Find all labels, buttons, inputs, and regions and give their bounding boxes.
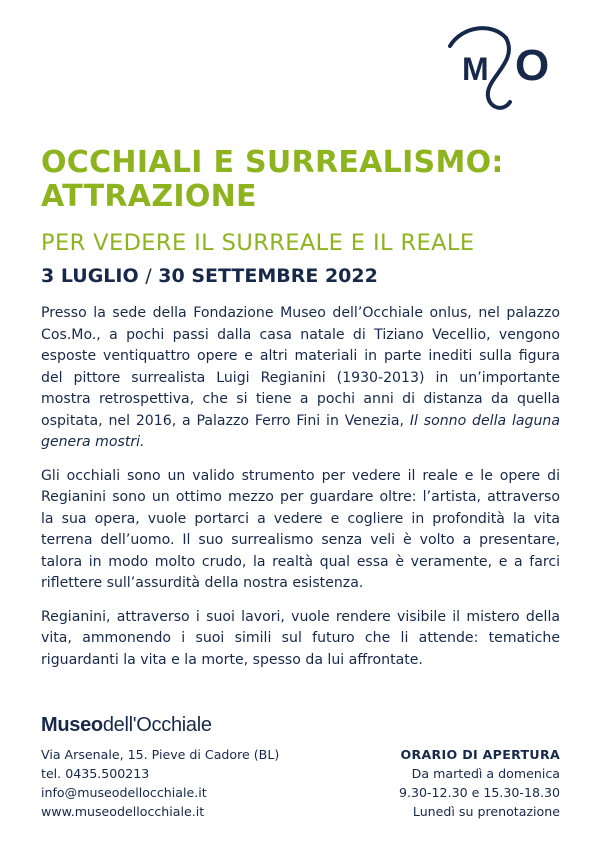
exhibition-dates	[41, 264, 378, 288]
paragraph-intro	[41, 303, 560, 454]
email-link[interactable]: info@museodellocchiale.it	[41, 785, 207, 800]
start-date: 3 LUGLIO	[41, 265, 139, 287]
paragraph-mystery: Regianini, attraverso i suoi lavori, vuole rendere visibile il mistero della vita, ammonendo i suoi simili sul futuro che li attende: tematiche riguardanti la vita e la morte, spesso da lui affrontate.	[41, 608, 560, 668]
opening-hours	[399, 745, 560, 821]
museum-logo-graphic	[448, 22, 564, 120]
opening-times: 9.30-12.30 e 15.30-18.30	[398, 785, 560, 800]
logo-letter-o: O	[515, 41, 550, 90]
paragraph-intro-text: Presso la sede della Fondazione Museo dell’Occhiale onlus, nel palazzo Cos.Mo., a pochi passi dalla casa natale di Tiziano Vecellio, vengono esposte ventiquattro opere e altri materiali in parte inediti sulla figura del pittore surrealista Luigi Regianini (1930-2013) in un’importante mostra retrospettiva, che si tiene a pochi anni di distanza da quella ospitata, nel 2016, a Palazzo Ferro Fini in Venezia,	[41, 305, 560, 429]
paragraph-glasses: Gli occhiali sono un valido strumento per vedere il reale e le opere di Regianini sono un ottimo mezzo per guardare oltre: l’artista, attraverso la sua opera, vuole portarci a vedere e cogliere in profondità la vita terrena dell’uomo. Il suo surrealismo senza veli è volto a presentare, talora in modo molto crudo, la realtà qual essa è veramente, e a farci riflettere sull’assurdità della nostra esistenza.	[41, 467, 560, 591]
website-link[interactable]: www.museodellocchiale.it	[41, 804, 205, 819]
museum-wordmark	[41, 714, 212, 737]
end-date: 30 SETTEMBRE 2022	[158, 265, 378, 287]
address: Via Arsenale, 15. Pieve di Cadore (BL)	[41, 747, 280, 762]
exhibition-subtitle: PER VEDERE IL SURREALE E IL REALE	[41, 230, 475, 256]
phone: tel. 0435.500213	[41, 766, 150, 781]
opening-note: Lunedì su prenotazione	[412, 804, 560, 819]
wordmark-dell: dell'	[102, 714, 137, 736]
body-text	[41, 303, 560, 683]
museum-logo	[448, 22, 564, 120]
opening-days: Da martedì a domenica	[411, 766, 560, 781]
contact-info	[41, 745, 279, 821]
opening-hours-heading: ORARIO DI APERTURA	[400, 747, 560, 762]
wordmark-occhiale: Occhiale	[136, 714, 212, 736]
logo-letter-m: M	[462, 51, 489, 87]
date-separator: /	[145, 265, 152, 287]
wordmark-museo: Museo	[41, 714, 103, 736]
exhibition-work-title: Il sonno della laguna genera mostri.	[41, 412, 560, 450]
exhibition-title: OCCHIALI E SURREALISMO: ATTRAZIONE	[41, 145, 504, 214]
